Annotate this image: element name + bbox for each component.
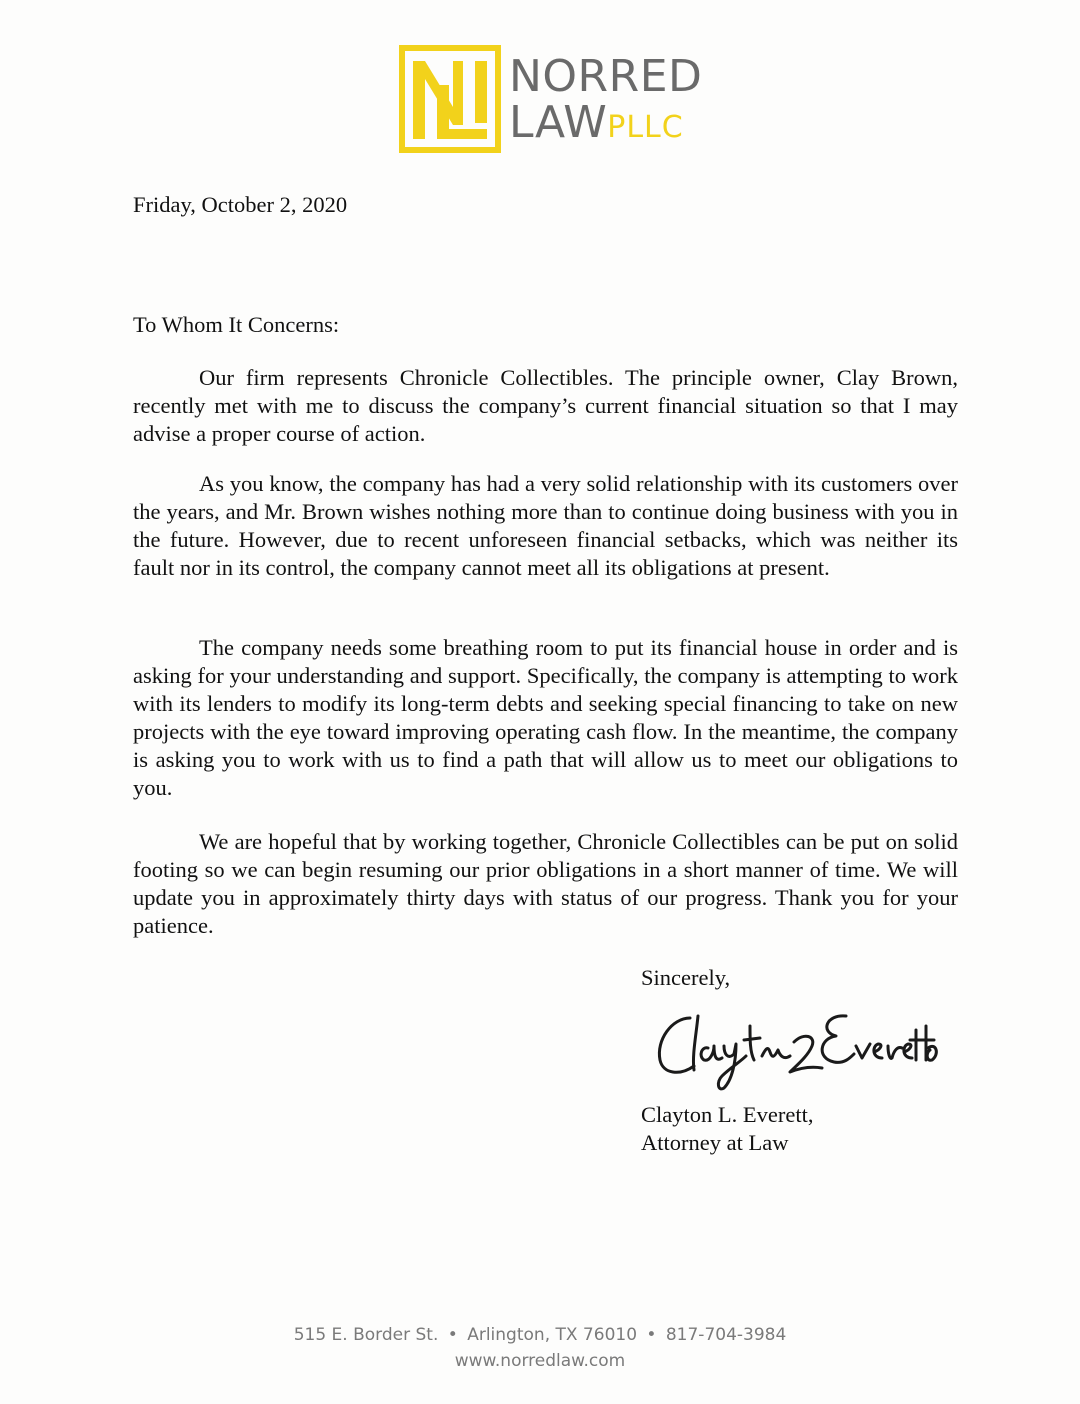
letter-footer [0, 1322, 1080, 1374]
footer-address: 515 E. Border St. [293, 1325, 439, 1345]
footer-contact-line [0, 1322, 1080, 1348]
firm-name-law: LAW [509, 97, 608, 148]
footer-website: www.norredlaw.com [454, 1351, 626, 1371]
footer-phone: 817-704-3984 [665, 1325, 787, 1345]
body-paragraph-2: As you know, the company has had a very solid relationship with its customers over the years, and Mr. Brown wishes nothing more than to continue doing business with you in the future. However, due to recent unforeseen financial setbacks, which was neither its fault nor in its control, the company cannot meet all its obligations at present. [133, 471, 958, 580]
footer-city: Arlington, TX 76010 [467, 1325, 638, 1345]
letter-closing: Sincerely, [641, 965, 731, 990]
norred-law-logo-mark-icon [399, 45, 501, 153]
body-paragraph-3: The company needs some breathing room to put its financial house in order and is asking for your understanding and support. Specifically, the company is attempting to work with its lenders to modify its long-term debts and seeking special financing to take on new projects with the eye toward improving operating cash flow. In the meantime, the company is asking you to work with us to find a path that will allow us to meet our obligations to you. [133, 635, 958, 800]
firm-name-suffix: PLLC [607, 110, 684, 145]
firm-name-line1: NORRED [509, 51, 703, 102]
letterhead-logo [399, 45, 703, 157]
footer-separator: • [646, 1325, 657, 1345]
handwritten-signature [650, 996, 940, 1092]
signer-block [641, 1101, 813, 1157]
letter-date: Friday, October 2, 2020 [133, 192, 348, 217]
letter-salutation: To Whom It Concerns: [133, 312, 340, 337]
firm-name-line2 [509, 97, 702, 148]
footer-separator: • [447, 1325, 458, 1345]
signer-name: Clayton L. Everett, [641, 1102, 814, 1127]
firm-name [509, 51, 703, 148]
signer-title: Attorney at Law [641, 1130, 789, 1155]
body-paragraph-1: Our firm represents Chronicle Collectibles. The principle owner, Clay Brown, recently met with me to discuss the company’s current financial situation so that I may advise a proper course of action. [133, 365, 958, 446]
body-paragraph-4: We are hopeful that by working together, Chronicle Collectibles can be put on solid footing so we can begin resuming our prior obligations in a short manner of time. We will update you in approximately thirty days with status of our progress. Thank you for your patience. [133, 829, 958, 938]
